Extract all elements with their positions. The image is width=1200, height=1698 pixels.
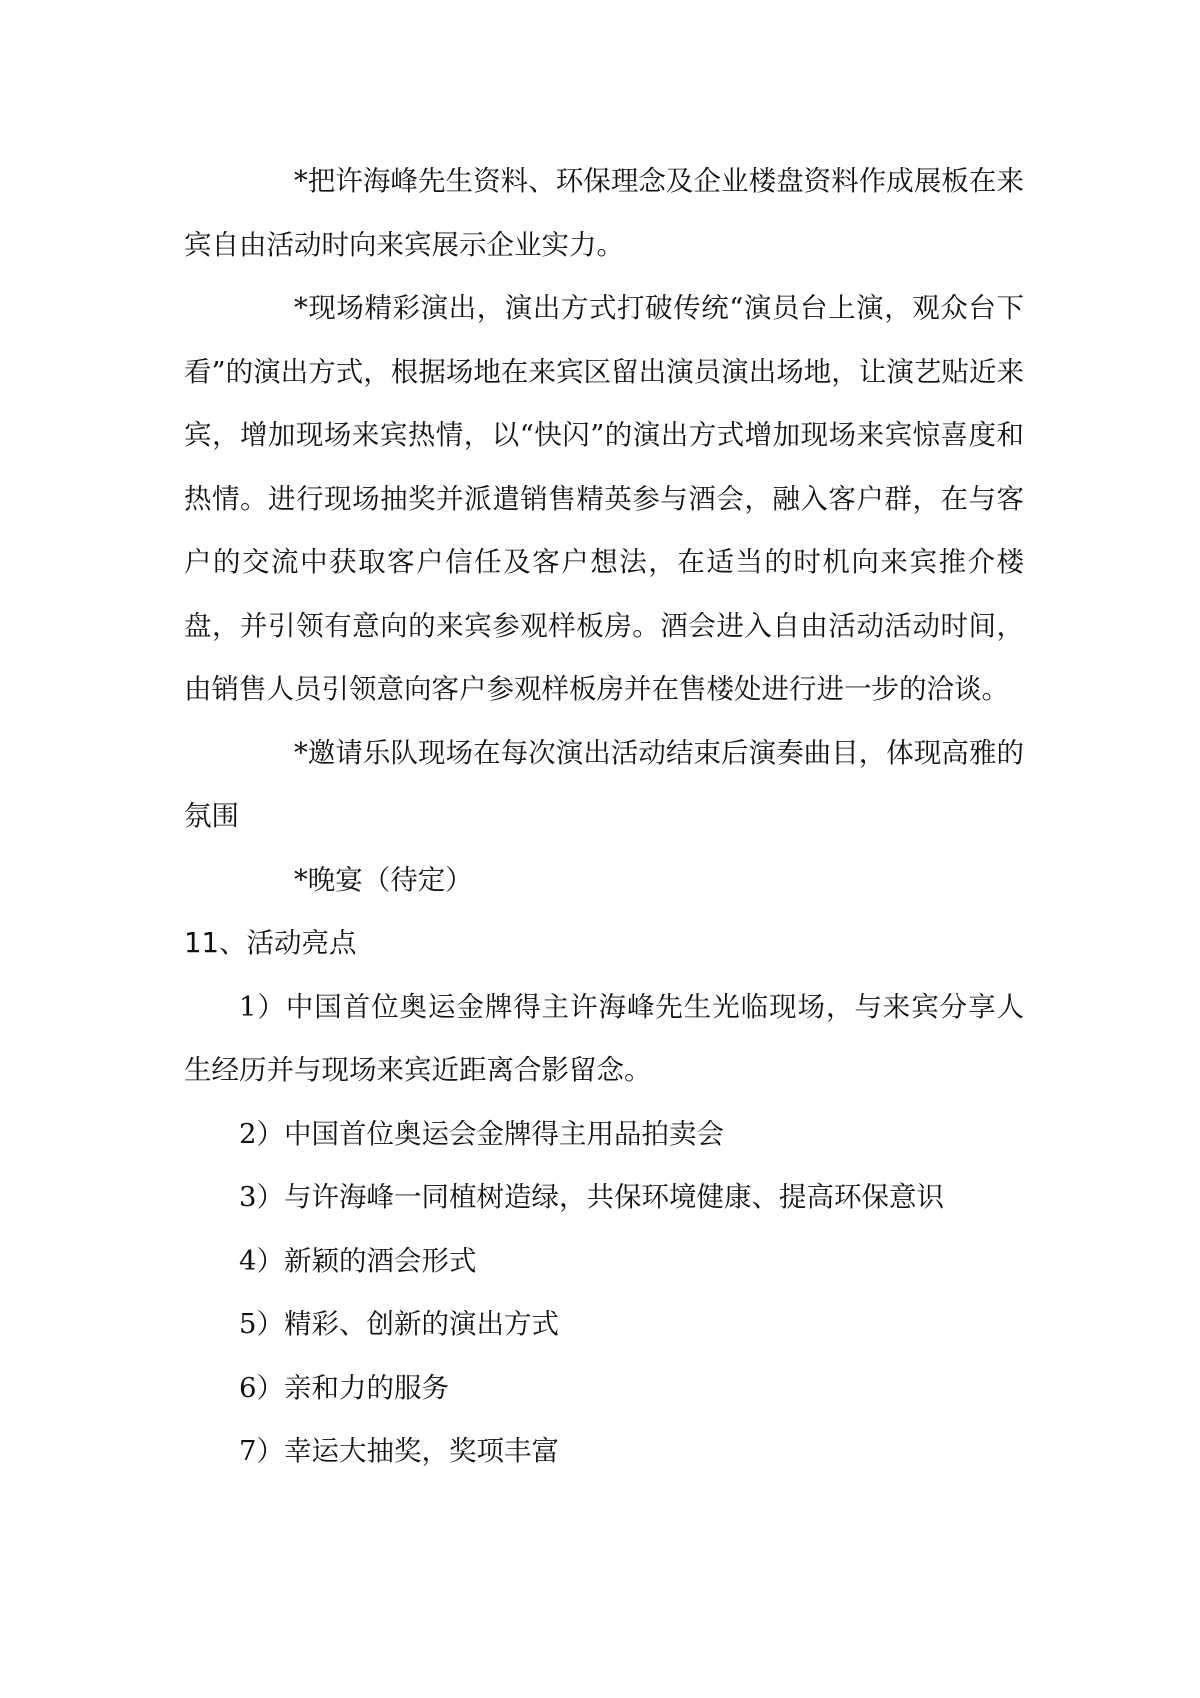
section-heading-highlights: 11、活动亮点: [184, 927, 357, 959]
paragraph-band-invitation: *邀请乐队现场在每次演出活动结束后演奏曲目，体现高雅的氛围: [184, 736, 1024, 832]
highlight-item-6: 6）亲和力的服务: [239, 1371, 449, 1404]
highlight-item-5: 5）精彩、创新的演出方式: [239, 1308, 559, 1340]
highlight-item-1: 1）中国首位奥运金牌得主许海峰先生光临现场，与来宾分享人生经历并与现场来宾近距离合影留念。: [184, 990, 1024, 1086]
document-body: [184, 150, 1024, 1484]
paragraph-live-performance: *现场精彩演出，演出方式打破传统“演员台上演，观众台下看”的演出方式，根据场地在来宾区留出演员演出场地，让演艺贴近来宾，增加现场来宾热情，以“快闪”的演出方式增加现场来宾惊喜度和热情。进行现场抽奖并派遣销售精英参与酒会，融入客户群，在与客户的交流中获取客户信任及客户想法，在适当的时机向来宾推介楼盘，并引领有意向的来宾参观样板房。酒会进入自由活动活动时间，由销售人员引领意向客户参观样板房并在售楼处进行进一步的洽谈。: [184, 292, 1024, 705]
highlight-item-7: 7）幸运大抽奖，奖项丰富: [239, 1435, 559, 1467]
highlight-item-2: 2）中国首位奥运会金牌得主用品拍卖会: [239, 1117, 724, 1150]
highlight-item-4: 4）新颖的酒会形式: [239, 1244, 477, 1277]
paragraph-dinner: *晚宴（待定）: [294, 863, 473, 896]
paragraph-exhibition-boards: *把许海峰先生资料、环保理念及企业楼盘资料作成展板在来宾自由活动时向来宾展示企业实力。: [184, 165, 1024, 261]
highlight-item-3: 3）与许海峰一同植树造绿，共保环境健康、提高环保意识: [239, 1181, 944, 1213]
